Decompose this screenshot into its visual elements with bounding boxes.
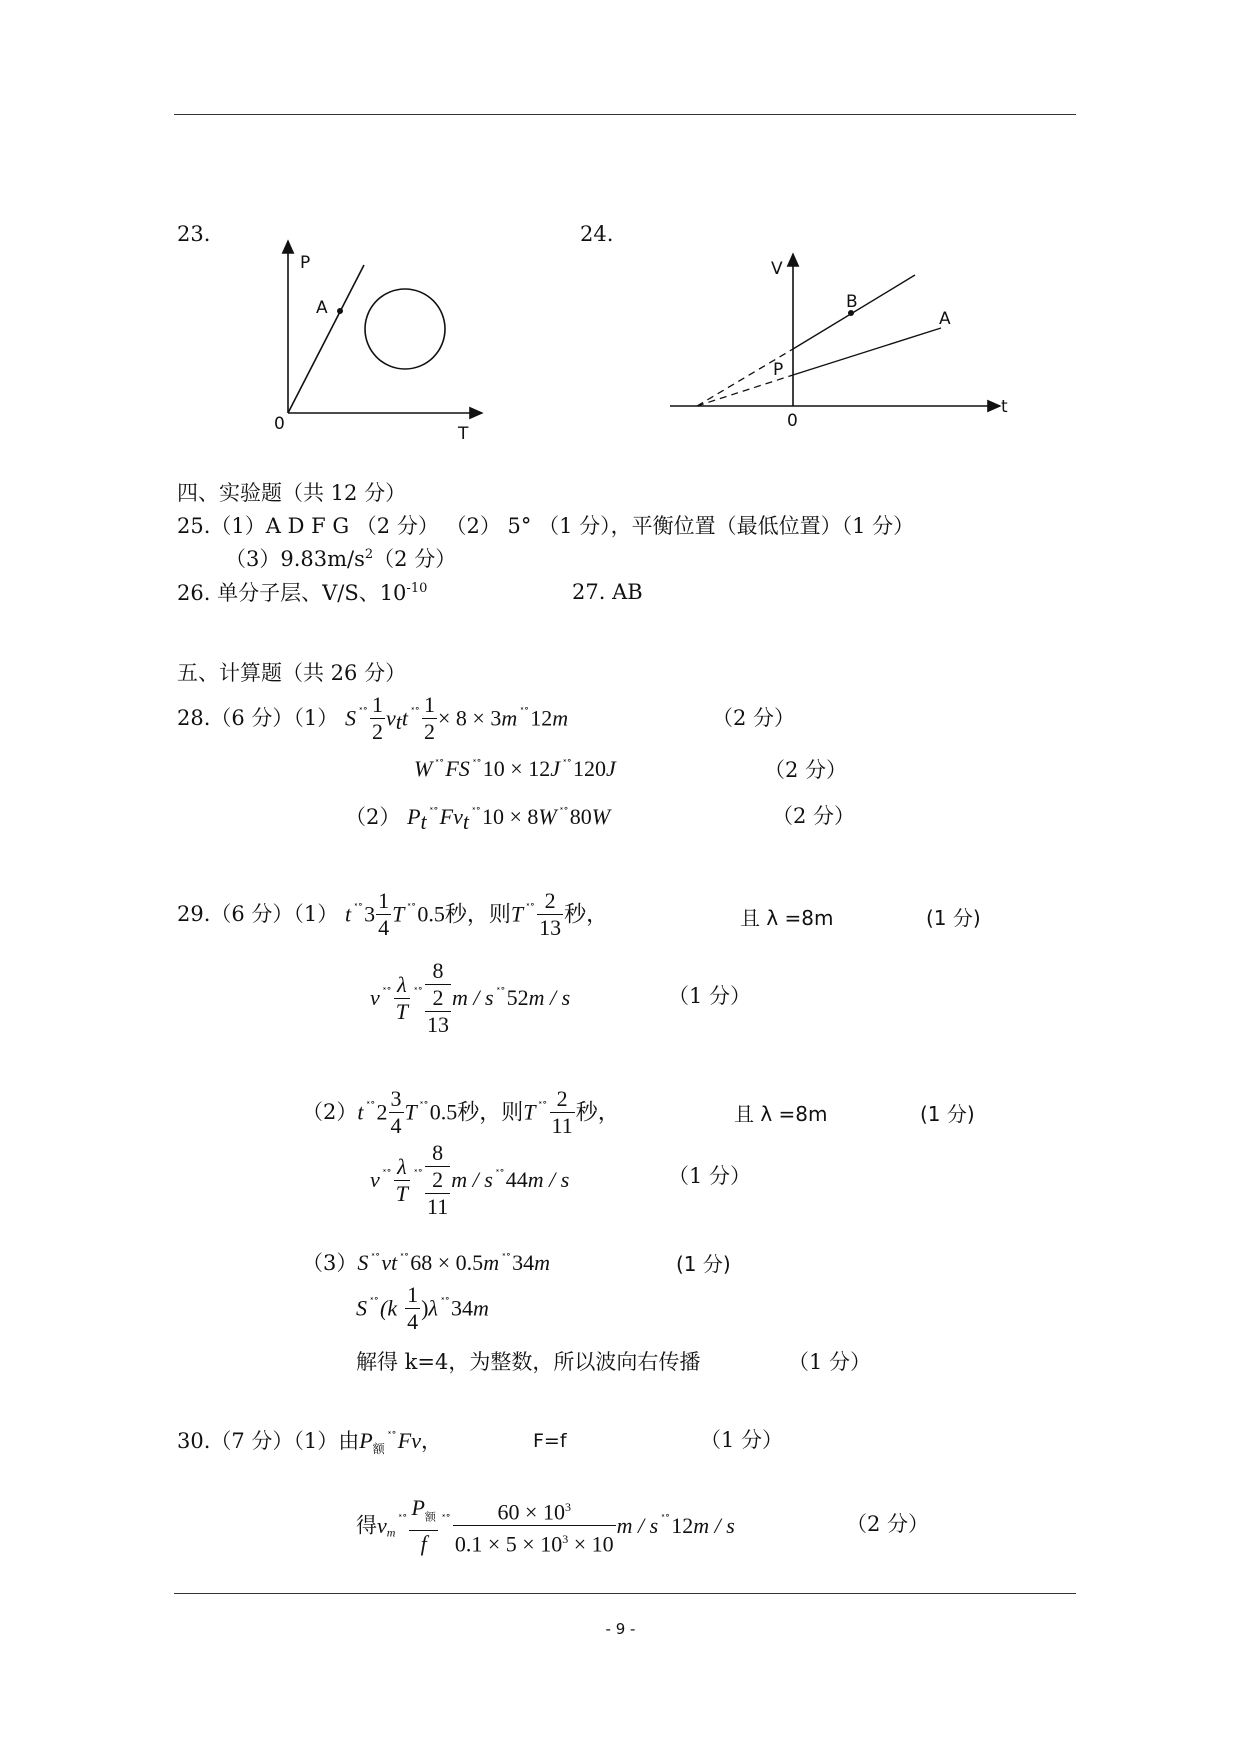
q26-answer: 26. 单分子层、V/S、10 — [177, 581, 407, 605]
q28-line3: （2） $P_t$ $^{˟˚}Fv_t$ ˟˚10 × 8W ˟˚80W — [345, 804, 611, 835]
q29-line2: v ˟˚ $\frac{\lambda}{T}$ ˟˚ 8 2 13 m / s ˟˚52m / s — [370, 958, 571, 1037]
q23-label-o: 0 — [274, 414, 285, 434]
q25-score-3: （2 分） — [373, 547, 457, 571]
q24-label-v: V — [771, 259, 783, 279]
q29-line7: 解得 k=4，为整数，所以波向右传播 — [356, 1350, 701, 1374]
q26-answer-exp: -10 — [406, 581, 428, 596]
q24-figure — [665, 250, 1025, 430]
q29-score3: (1 分) — [920, 1102, 975, 1126]
q23-isochore-line — [288, 265, 364, 413]
q29-lambda2: 且 λ =8m — [734, 1102, 828, 1126]
q24-label-b: B — [846, 292, 858, 312]
q29-score5: (1 分) — [676, 1252, 731, 1276]
q29-line1: 29.（6 分）（1） t ˟˚3 $\frac{1}{4}$ T ˟˚0.5秒，则T ˟˚ $\frac{2}{13}$ 秒， — [177, 888, 609, 940]
q23-figure — [260, 235, 500, 445]
q28-line2: W ˟˚FS ˟˚10 × 12J ˟˚120J — [414, 756, 616, 781]
q23-point-a — [337, 308, 343, 314]
q28-score2: （2 分） — [764, 758, 848, 782]
q24-label-t: t — [1001, 397, 1008, 417]
q28-s: S — [344, 705, 356, 731]
q28-score1: （2 分） — [712, 706, 796, 730]
q29-score6: （1 分） — [788, 1350, 872, 1374]
q27-line: 27. AB — [572, 580, 643, 604]
section4-title: 四、实验题（共 12 分） — [177, 481, 407, 505]
q26-line — [177, 582, 427, 604]
q30-line2: 得$v_m^{˟˚}$ $\frac{P_额}{f}$ ˟˚ $\frac{60 \times 10^3}{0.1 \times 5 \times 10^3 \times 10}$ m / s ˟˚12m / s — [356, 1494, 735, 1557]
q29-score4: （1 分） — [668, 1164, 752, 1188]
q29-lambda1: 且 λ =8m — [740, 906, 834, 930]
q23-label-a: A — [316, 298, 328, 318]
q30-score2: （2 分） — [846, 1512, 930, 1536]
q25-line2 — [225, 548, 456, 570]
q23-label-p: P — [300, 253, 311, 273]
q28-frac1: $\frac{1}{2}$ — [371, 692, 383, 744]
q25-answer-3: （3）9.83m/s — [225, 547, 365, 571]
q24-label-a: A — [939, 309, 951, 329]
q23-label-t: T — [458, 424, 469, 444]
page-number: - 9 - — [605, 1620, 636, 1638]
q24-label-o: 0 — [787, 411, 798, 431]
q25-answer-3-exp: 2 — [364, 547, 374, 562]
q29-line5: （3）S ˟˚vt ˟˚68 × 0.5m ˟˚34m — [302, 1250, 550, 1275]
q29-score2: （1 分） — [668, 984, 752, 1008]
q30-line1: 30.（7 分）（1）由$P_额^{˟˚}Fv$， — [177, 1428, 442, 1457]
q30-condition: F=f — [533, 1430, 567, 1452]
q28-score3: （2 分） — [772, 804, 856, 828]
q30-score1: （1 分） — [700, 1428, 784, 1452]
q23-number: 23. — [177, 222, 211, 246]
q24-label-p: P — [773, 360, 784, 380]
q28-frac2: $\frac{1}{2}$ — [424, 692, 435, 744]
header-rule — [174, 114, 1076, 115]
q25-line1: 25.（1）A D F G （2 分） （2） 5° （1 分），平衡位置（最低位置）（1 分） — [177, 514, 915, 538]
q28-line1: 28.（6 分）（1） S ˟˚ $\frac{1}{2}$ $v_tt$ ˟˚ $\frac{1}{2}$ × 8 × 3m ˟˚12m — [177, 692, 569, 744]
q29-score1: (1 分) — [926, 906, 981, 930]
q29-line3: （2）t ˟˚2 $\frac{3}{4}$ T ˟˚0.5秒，则T ˟˚ $\frac{2}{11}$ 秒， — [302, 1086, 620, 1138]
q24-number: 24. — [580, 222, 614, 246]
footer-rule — [174, 1593, 1076, 1594]
q23-cycle-circle — [365, 289, 445, 369]
q29-line6: S ˟˚(k $\frac{1}{4}$ )λ ˟˚34m — [356, 1282, 489, 1334]
q29-line4: v ˟˚ $\frac{\lambda}{T}$ ˟˚ 8 2 11 m / s ˟˚44m / s — [370, 1140, 570, 1219]
section5-title: 五、计算题（共 26 分） — [177, 661, 407, 685]
q24-line-b — [793, 275, 915, 349]
q28-prefix: 28.（6 分）（1） — [177, 706, 339, 730]
